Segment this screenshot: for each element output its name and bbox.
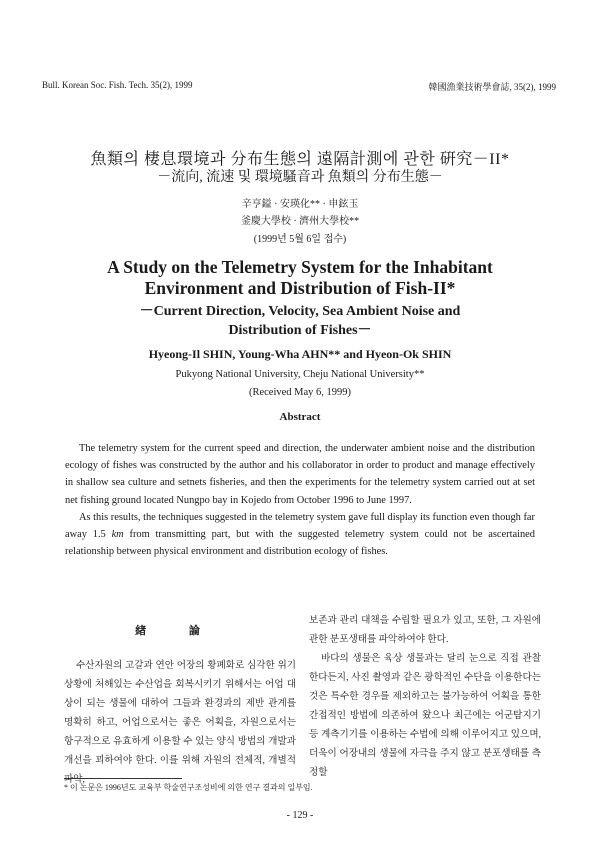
abstract-heading: Abstract	[279, 411, 321, 423]
english-title-line-1: A Study on the Telemetry System for the Inhabitant	[107, 257, 493, 277]
introduction-paragraph-2: 바다의 생물은 육상 생물과는 달리 눈으로 직접 관찰한다든지, 사진 촬영과 같은 광학적인 수단을 이용한다는 것은 특수한 경우를 제외하고는 불가능하여 어획을 통한 간접적인 방법에 의존하여 왔으나 최근에는 어군탐지기 등 계측기기를 이용하는 수법에 의해 이루어지고 있으며, 더욱이 어장내의 생물에 자극을 주지 않고 분포생태를 측정할	[309, 653, 541, 778]
abstract-paragraph-2	[65, 509, 535, 561]
english-subtitle-line-1: －Current Direction, Velocity, Sea Ambient Noise and	[139, 304, 461, 319]
english-affiliations: Pukyong National University, Cheju National University**	[175, 369, 425, 380]
introduction-left-column	[64, 656, 296, 789]
english-authors: Hyeong-Il SHIN, Young-Wha AHN** and Hyeon-Ok SHIN	[148, 347, 452, 361]
abstract-paragraph-2-end: from transmitting part, but with the suggested telemetry system could not be ascertained relationship between physical environment and distribution ecology of fishes.	[65, 529, 535, 558]
korean-affiliations: 釜慶大學校 · 濟州大學校**	[240, 216, 360, 227]
introduction-paragraph-1-continued: 보존과 관리 대책을 수립할 필요가 있고, 또한, 그 자원에 관한 분포생태를 파악하여야 한다.	[309, 615, 541, 645]
footnote-divider	[64, 778, 182, 779]
korean-subtitle: －流向, 流速 및 環境騷音과 魚類의 分布生態－	[157, 170, 443, 185]
korean-authors: 辛亨鎰 · 安瑛化** · 申鉉玉	[241, 199, 359, 210]
korean-title: 魚類의 棲息環境과 分布生態의 遠隔計測에 관한 硏究－II*	[90, 151, 510, 168]
footnote: * 이 논문은 1996년도 교육부 학술연구조성비에 의한 연구 결과의 일부임.	[64, 783, 313, 792]
abstract-paragraph-2-start: As this results, the techniques suggested in the telemetry system gave full display its function even though far away 1.5	[65, 511, 535, 541]
introduction-paragraph-1: 수산자원의 고갈과 연안 어장의 황폐화로 심각한 위기상황에 처해있는 수산업을 회복시키기 위해서는 어업 대상이 되는 생물에 대하여 그들과 환경과의 제반 관계를 명확히 하고, 어업으로서는 좋은 어획을, 자원으로서는 항구적으로 유효하게 이용할 수 있는 양식 방법의 개발과 개선을 꾀하여야 한다. 이를 위해 자원의 전체적, 개별적 파악,	[64, 660, 296, 785]
page-number: - 129 -	[286, 810, 314, 821]
english-title-line-2: Environment and Distribution of Fish-II*	[144, 278, 456, 298]
journal-citation-en: Bull. Korean Soc. Fish. Tech. 35(2), 1999	[42, 80, 193, 90]
introduction-right-column	[309, 611, 541, 782]
abstract-paragraph-1: The telemetry system for the current speed and direction, the underwater ambient noise and the distribution ecology of fishes was constructed by the author and his collaborator in order to product and manage effectively in shallow sea culture and setnets fisheries, and then the experiments for the telemetry system carried out at set net fishing ground located Nungpo bay in Kojedo from October 1996 to June 1997.	[65, 443, 535, 506]
abstract-body	[65, 440, 535, 560]
journal-citation-ko: 韓國漁業技術學會誌, 35(2), 1999	[428, 82, 556, 92]
korean-received-date: (1999년 5월 6일 접수)	[253, 234, 347, 245]
english-received-date: (Received May 6, 1999)	[248, 387, 352, 398]
introduction-heading: 緖 論	[135, 625, 220, 637]
distance-unit: km	[111, 529, 124, 541]
english-subtitle-line-2: Distribution of Fishes－	[228, 323, 372, 338]
